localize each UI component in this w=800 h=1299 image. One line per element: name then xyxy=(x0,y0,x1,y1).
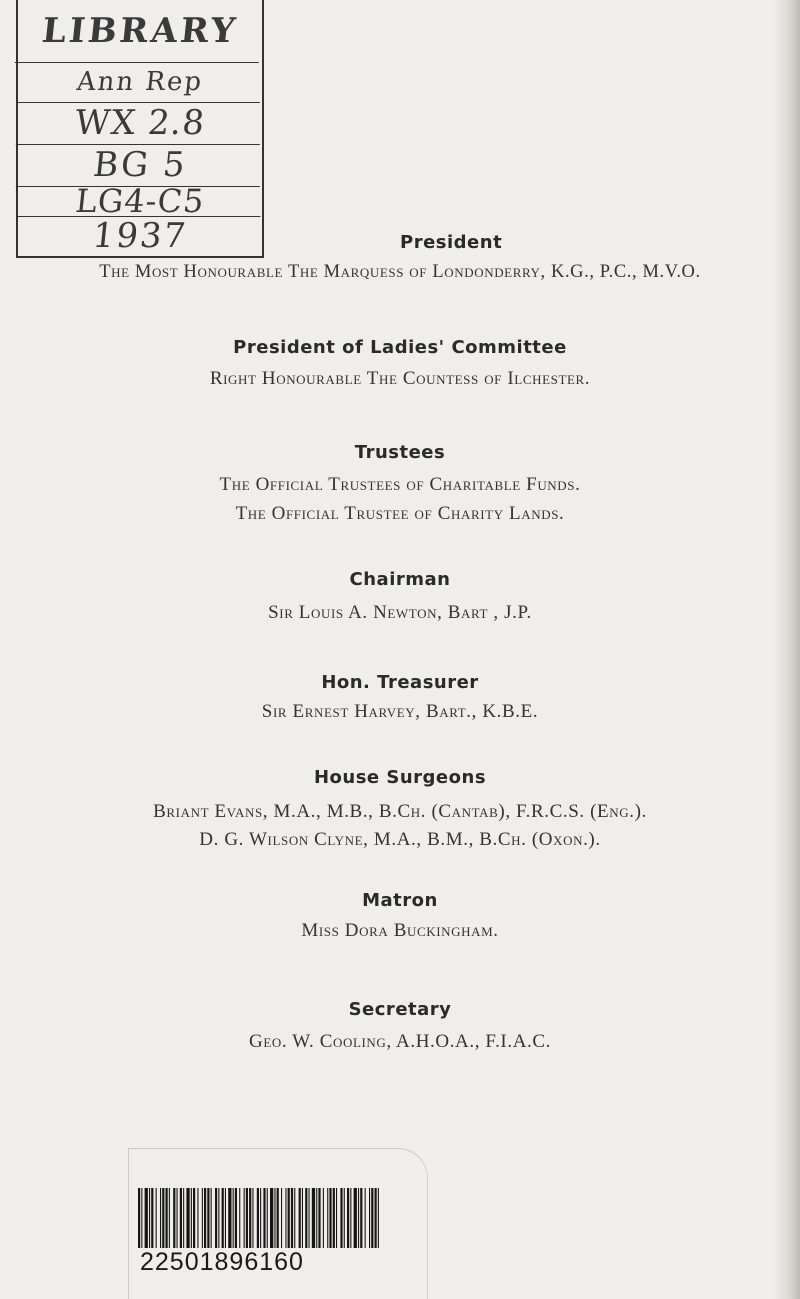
barcode-bar xyxy=(354,1188,357,1248)
barcode-bar xyxy=(336,1188,337,1248)
trustees-line-2: The Official Trustee of Charity Lands. xyxy=(235,503,565,524)
barcode-bar xyxy=(302,1188,303,1248)
stamp-row-report: Ann Rep xyxy=(16,62,264,103)
barcode-bar xyxy=(246,1188,248,1248)
house-surgeon-2: D. G. Wilson Clyne, M.A., B.M., B.Ch. (Oxon.). xyxy=(199,829,601,850)
barcode-bar xyxy=(333,1188,335,1248)
president-name: The Most Honourable The Marquess of Londonderry, K.G., P.C., M.V.O. xyxy=(99,262,701,282)
barcode-bar xyxy=(294,1188,295,1248)
barcode-bar xyxy=(318,1188,320,1248)
barcode-number: 22501896160 xyxy=(140,1248,304,1276)
chairman-name: Sir Louis A. Newton, Bart , J.P. xyxy=(268,602,532,623)
secretary-name: Geo. W. Cooling, A.H.O.A., F.I.A.C. xyxy=(249,1031,551,1052)
barcode-bar xyxy=(235,1188,237,1248)
ladies-committee-heading: President of Ladies' Committee xyxy=(233,337,567,358)
barcode-bar xyxy=(186,1188,189,1248)
barcode-bar xyxy=(233,1188,234,1248)
barcode-bar xyxy=(197,1188,198,1248)
barcode-bar xyxy=(369,1188,370,1248)
stamp-row-code: BG 5 xyxy=(16,144,265,187)
barcode-bar xyxy=(378,1188,379,1248)
secretary-heading: Secretary xyxy=(348,999,452,1020)
barcode-bar xyxy=(239,1188,240,1248)
barcode-bar xyxy=(291,1188,293,1248)
barcode-bar xyxy=(288,1188,290,1248)
barcode-bar xyxy=(285,1188,286,1248)
barcode-bar xyxy=(375,1188,377,1248)
barcode-bar xyxy=(156,1188,157,1248)
barcode-bar xyxy=(218,1188,219,1248)
barcode-bar xyxy=(305,1188,307,1248)
matron-heading: Matron xyxy=(362,890,438,911)
trustees-line-1: The Official Trustees of Charitable Funds. xyxy=(219,474,581,495)
barcode-bar xyxy=(215,1188,217,1248)
barcode-bar xyxy=(141,1188,142,1248)
barcode-bar xyxy=(173,1188,175,1248)
barcode-bar xyxy=(149,1188,150,1248)
barcode-bar xyxy=(344,1188,345,1248)
barcode-bar xyxy=(252,1188,253,1248)
barcode-bar xyxy=(151,1188,153,1248)
barcode-bar xyxy=(270,1188,273,1248)
barcode-bar xyxy=(145,1188,148,1248)
barcode-bar xyxy=(160,1188,161,1248)
barcode-bar xyxy=(260,1188,261,1248)
library-stamp xyxy=(16,0,264,258)
barcode-bar xyxy=(177,1188,178,1248)
barcode-bar xyxy=(204,1188,206,1248)
trustees-heading: Trustees xyxy=(354,442,446,463)
barcode-bar xyxy=(207,1188,209,1248)
barcode-bar xyxy=(327,1188,328,1248)
barcode-bar xyxy=(347,1188,349,1248)
barcode-bar xyxy=(193,1188,195,1248)
barcode-bar xyxy=(166,1188,168,1248)
barcode-bar xyxy=(225,1188,226,1248)
barcode-bar xyxy=(329,1188,331,1248)
barcode-bar xyxy=(371,1188,373,1248)
ladies-committee-name: Right Honourable The Countess of Ilchester. xyxy=(209,368,591,389)
barcode-bar xyxy=(202,1188,203,1248)
barcode-bar xyxy=(299,1188,301,1248)
barcode-bar xyxy=(340,1188,342,1248)
barcode xyxy=(136,1188,386,1252)
barcode-bar xyxy=(365,1188,366,1248)
barcode-bar xyxy=(180,1188,182,1248)
barcode-bar xyxy=(169,1188,170,1248)
chairman-heading: Chairman xyxy=(349,569,451,590)
barcode-bar xyxy=(309,1188,310,1248)
treasurer-heading: Hon. Treasurer xyxy=(321,672,479,693)
barcode-bar xyxy=(211,1188,212,1248)
barcode-bar xyxy=(277,1188,279,1248)
stamp-row-library: LIBRARY xyxy=(15,0,266,63)
barcode-bar xyxy=(274,1188,275,1248)
barcode-bar xyxy=(222,1188,224,1248)
barcode-bar xyxy=(358,1188,359,1248)
barcode-bar xyxy=(228,1188,231,1248)
barcode-bar xyxy=(350,1188,351,1248)
barcode-bar xyxy=(138,1188,140,1248)
stamp-row-year: 1937 xyxy=(90,216,190,256)
treasurer-name: Sir Ernest Harvey, Bart., K.B.E. xyxy=(261,701,539,722)
barcode-bar xyxy=(316,1188,317,1248)
matron-name: Miss Dora Buckingham. xyxy=(301,920,499,941)
barcode-bar xyxy=(281,1188,282,1248)
barcode-bar xyxy=(244,1188,245,1248)
barcode-bar xyxy=(360,1188,362,1248)
barcode-bar xyxy=(162,1188,164,1248)
stamp-row-location: LG4-C5 xyxy=(16,186,263,217)
stamp-row-classmark: WX 2.8 xyxy=(16,102,265,145)
house-surgeons-heading: House Surgeons xyxy=(313,767,487,788)
barcode-bar xyxy=(249,1188,251,1248)
barcode-bar xyxy=(183,1188,184,1248)
barcode-bar xyxy=(312,1188,315,1248)
barcode-bar xyxy=(267,1188,268,1248)
barcode-bar xyxy=(191,1188,192,1248)
barcode-bar xyxy=(323,1188,324,1248)
barcode-bar xyxy=(257,1188,259,1248)
barcode-bar xyxy=(263,1188,265,1248)
page-edge-shadow xyxy=(774,0,800,1299)
house-surgeon-1: Briant Evans, M.A., M.B., B.Ch. (Cantab), F.R.C.S. (Eng.). xyxy=(153,801,647,822)
president-heading: President xyxy=(400,232,503,253)
